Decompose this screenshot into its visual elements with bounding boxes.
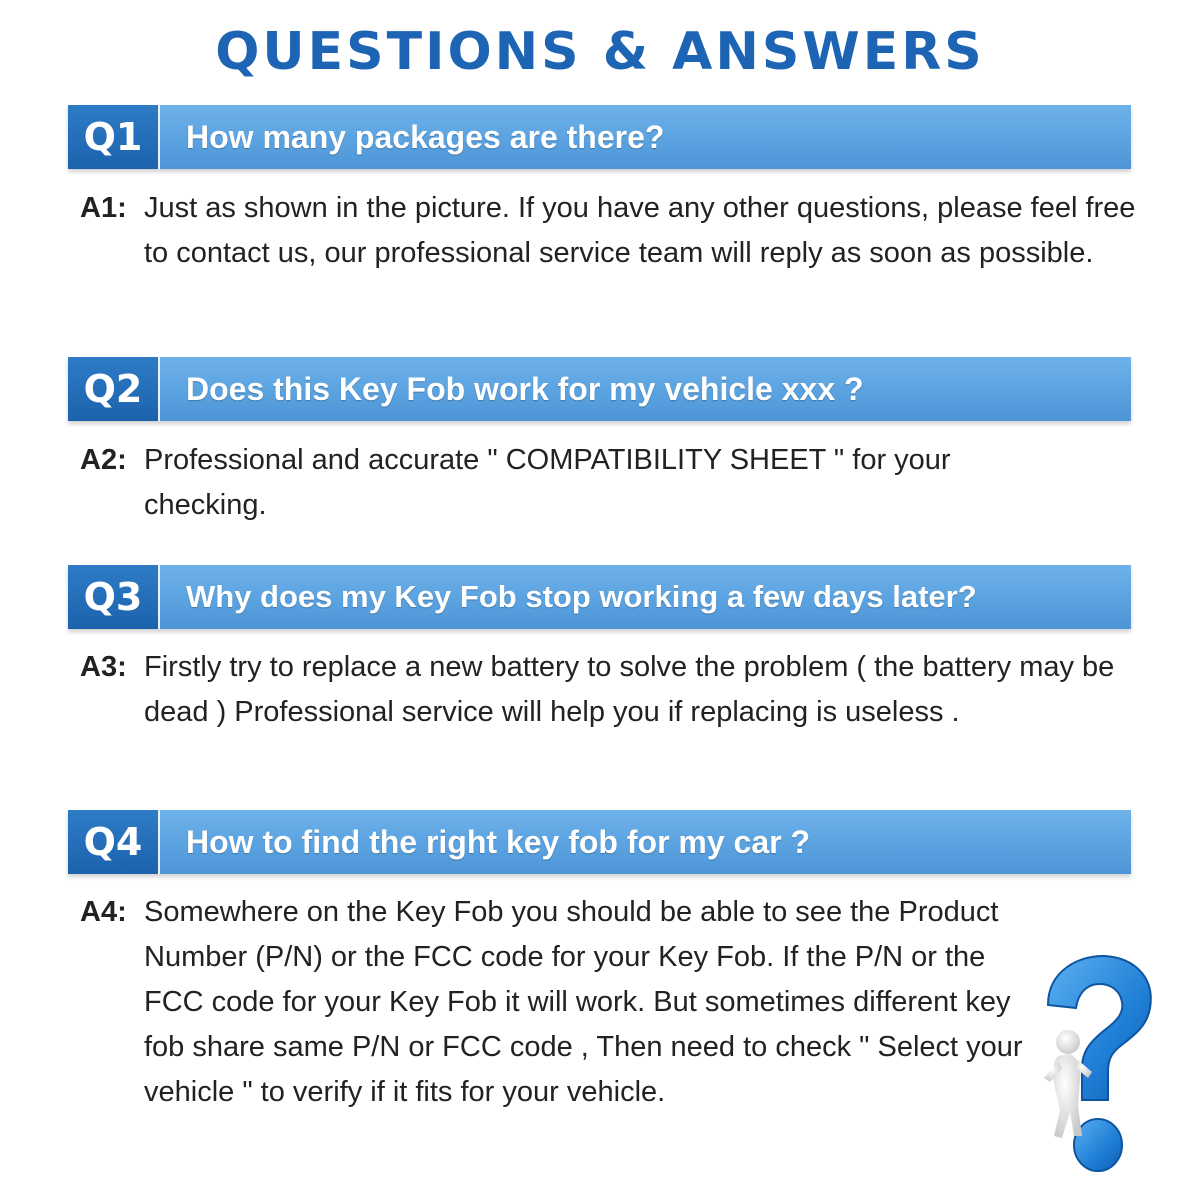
question-number-4: Q4 (68, 810, 160, 874)
answer-label-2: A2: (80, 444, 127, 476)
answer-label-4: A4: (80, 896, 127, 928)
answer-text-3: Firstly try to replace a new battery to solve the problem ( the battery may be dead ) Professional service will help you if replacing is useless . (144, 651, 1115, 728)
page-title: QUESTIONS & ANSWERS (215, 22, 985, 82)
question-text-1: How many packages are there? (186, 119, 665, 155)
answer-1 (80, 186, 1140, 276)
question-text-4: How to find the right key fob for my car ? (186, 824, 811, 860)
question-mark-figure-icon (1030, 950, 1160, 1180)
answer-4 (80, 890, 1110, 1115)
question-text-3: Why does my Key Fob stop working a few days later? (186, 579, 977, 614)
question-bar-2 (68, 357, 1131, 421)
answer-label-3: A3: (80, 651, 127, 683)
answer-2 (80, 438, 1080, 528)
question-bar-4 (68, 810, 1131, 874)
answer-text-4: Somewhere on the Key Fob you should be able to see the Product Number (P/N) or the FCC code for your Key Fob. If the P/N or the FCC code for your Key Fob it will work. But sometimes different key fob share same P/N or FCC code , Then need to check " Select your vehicle " to verify if it fits for your vehicle. (144, 896, 1023, 1108)
answer-text-1: Just as shown in the picture. If you have any other questions, please feel free to contact us, our professional service team will reply as soon as possible. (144, 192, 1136, 269)
answer-label-1: A1: (80, 192, 127, 224)
question-number-2: Q2 (68, 357, 160, 421)
answer-3 (80, 645, 1120, 735)
question-bar-3 (68, 565, 1131, 629)
question-bar-1 (68, 105, 1131, 169)
question-number-3: Q3 (68, 565, 160, 629)
question-number-1: Q1 (68, 105, 160, 169)
question-text-2: Does this Key Fob work for my vehicle xxx ? (186, 371, 864, 407)
answer-text-2: Professional and accurate " COMPATIBILITY SHEET " for your checking. (144, 444, 951, 521)
